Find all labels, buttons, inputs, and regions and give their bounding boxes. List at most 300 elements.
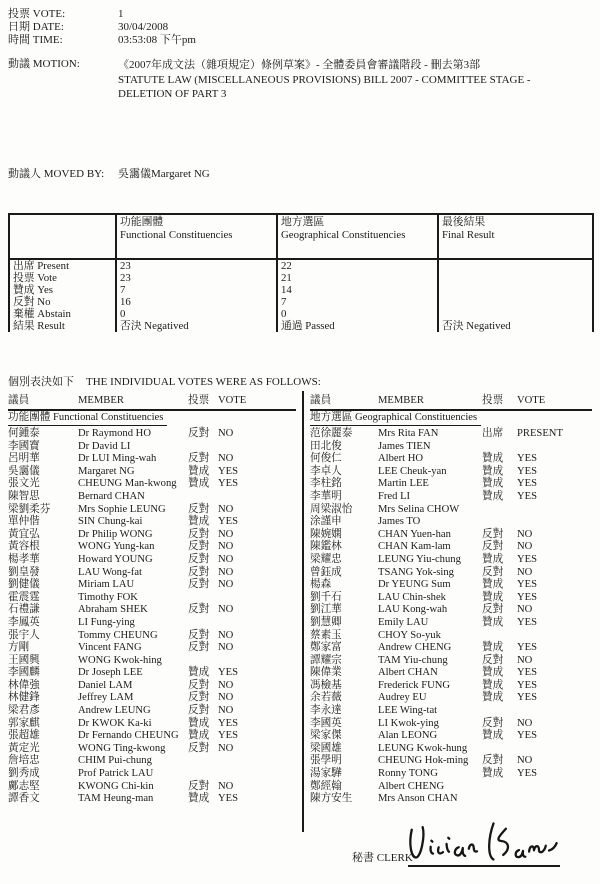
member-vote-en: YES xyxy=(517,478,538,490)
member-name-zh: 陳婉嫻 xyxy=(310,528,342,540)
votes-column-geographical xyxy=(310,394,592,806)
member-name-zh: 黃宜弘 xyxy=(8,528,40,540)
time-label: 時間 TIME: xyxy=(8,34,63,46)
member-name-en: TAM Yiu-chung xyxy=(378,654,448,666)
member-name-zh: 李華明 xyxy=(310,490,342,502)
member-name-zh: 李國麟 xyxy=(8,667,40,679)
member-name-en: Dr David LI xyxy=(78,440,131,452)
summary-table xyxy=(8,213,594,332)
member-row xyxy=(310,441,592,454)
member-row xyxy=(8,630,296,643)
member-vote-en: YES xyxy=(517,692,538,704)
member-row xyxy=(8,743,296,756)
member-name-zh: 李永達 xyxy=(310,705,342,717)
member-row xyxy=(8,755,296,768)
header-rule xyxy=(310,409,592,411)
member-name-en: Emily LAU xyxy=(378,616,429,628)
member-row xyxy=(310,604,592,617)
member-name-en: James TIEN xyxy=(378,440,431,452)
member-vote-en: YES xyxy=(517,579,538,591)
member-name-en: Dr KWOK Ka-ki xyxy=(78,717,152,729)
votes-header-row xyxy=(8,394,296,408)
member-row xyxy=(8,692,296,705)
member-vote-zh: 反對 xyxy=(482,566,504,578)
member-row xyxy=(8,441,296,454)
member-name-en: Miriam LAU xyxy=(78,579,135,591)
member-row xyxy=(310,554,592,567)
member-name-zh: 劉江華 xyxy=(310,604,342,616)
member-vote-en: YES xyxy=(218,516,239,528)
clerk-label: 秘書 CLERK xyxy=(352,852,413,864)
member-vote-zh: 反對 xyxy=(482,755,504,767)
member-vote-zh: 贊成 xyxy=(482,667,504,679)
member-vote-en: NO xyxy=(218,692,234,704)
summary-cell: 7 xyxy=(277,296,438,308)
motion-line-zh: 《2007年成文法（雜項規定）條例草案》- 全體委員會審議階段 - 刪去第3部 xyxy=(118,59,481,71)
vote-number-row xyxy=(8,8,196,21)
member-vote-zh: 反對 xyxy=(188,428,210,439)
summary-cell: 否決 Negatived xyxy=(438,320,593,332)
member-name-en: Andrew LEUNG xyxy=(78,705,151,717)
member-name-en: LEUNG Yiu-chung xyxy=(378,553,461,565)
member-vote-en: PRESENT xyxy=(517,428,563,439)
votes-list-geographical xyxy=(310,428,592,806)
member-name-en: CHAN Kam-lam xyxy=(378,541,451,553)
member-row xyxy=(310,793,592,806)
member-name-zh: 馮檢基 xyxy=(310,679,342,691)
summary-cell: 21 xyxy=(277,272,438,284)
member-name-en: Daniel LAM xyxy=(78,679,133,691)
member-name-zh: 鄭家富 xyxy=(310,642,342,654)
member-vote-en: YES xyxy=(517,591,538,603)
member-name-en: Dr LUI Ming-wah xyxy=(78,453,157,465)
member-row xyxy=(310,755,592,768)
member-row xyxy=(8,466,296,479)
member-vote-en: YES xyxy=(218,730,239,742)
member-row xyxy=(8,604,296,617)
member-row xyxy=(8,428,296,441)
motion-block xyxy=(8,58,583,102)
member-vote-zh: 贊成 xyxy=(482,453,504,465)
member-row xyxy=(8,730,296,743)
member-name-en: Ronny TONG xyxy=(378,768,438,780)
member-name-zh: 陳偉業 xyxy=(310,667,342,679)
member-vote-en: NO xyxy=(218,528,234,540)
vote-label: 投票 VOTE: xyxy=(8,8,66,20)
member-vote-zh: 反對 xyxy=(188,528,210,540)
summary-cell xyxy=(438,296,593,308)
member-name-en: Mrs Sophie LEUNG xyxy=(78,503,166,515)
member-name-en: LAU Chin-shek xyxy=(378,591,446,603)
member-row xyxy=(310,541,592,554)
member-name-zh: 霍震霆 xyxy=(8,591,40,603)
vote-value: 1 xyxy=(118,8,124,20)
member-row xyxy=(8,478,296,491)
member-row xyxy=(310,692,592,705)
member-name-en: LEE Wing-tat xyxy=(378,705,438,717)
member-name-en: Margaret NG xyxy=(78,465,135,477)
member-row xyxy=(8,705,296,718)
member-name-zh: 梁耀忠 xyxy=(310,553,342,565)
member-vote-en: NO xyxy=(218,742,234,754)
summary-cell: 14 xyxy=(277,284,438,296)
member-name-en: Andrew CHENG xyxy=(378,642,452,654)
member-name-zh: 鄭經翰 xyxy=(310,780,342,792)
member-row xyxy=(8,718,296,731)
member-vote-zh: 反對 xyxy=(188,604,210,616)
member-name-en: TAM Heung-man xyxy=(78,793,154,805)
member-name-en: LAU Kong-wah xyxy=(378,604,448,616)
member-vote-en: NO xyxy=(218,642,234,654)
member-name-en: Albert HO xyxy=(378,453,424,465)
date-row xyxy=(8,21,196,34)
summary-cell: 0 xyxy=(277,308,438,320)
member-vote-en: NO xyxy=(517,604,533,616)
member-vote-zh: 贊成 xyxy=(482,465,504,477)
time-value: 03:53:08 下午pm xyxy=(118,34,196,46)
member-vote-zh: 贊成 xyxy=(482,490,504,502)
member-name-zh: 湯家驊 xyxy=(310,768,342,780)
member-vote-en: YES xyxy=(517,768,538,780)
member-vote-zh: 贊成 xyxy=(482,768,504,780)
member-vote-en: YES xyxy=(517,616,538,628)
summary-row-label: 反對 No xyxy=(9,296,116,308)
member-row xyxy=(310,491,592,504)
summary-row xyxy=(9,308,593,320)
member-row xyxy=(8,667,296,680)
member-vote-en: YES xyxy=(218,793,239,805)
member-vote-zh: 反對 xyxy=(188,742,210,754)
member-vote-zh: 贊成 xyxy=(188,465,210,477)
member-name-en: LI Fung-ying xyxy=(78,616,135,628)
member-name-zh: 梁國雄 xyxy=(310,742,342,754)
member-vote-en: NO xyxy=(218,503,234,515)
summary-header-geographical-en: Geographical Constituencies xyxy=(281,229,406,241)
member-name-zh: 詹培忠 xyxy=(8,755,40,767)
member-name-zh: 鄺志堅 xyxy=(8,780,40,792)
member-col-header-zh: 議員 xyxy=(310,395,332,406)
member-name-zh: 陳智思 xyxy=(8,490,40,502)
member-vote-en: YES xyxy=(517,453,538,465)
member-row xyxy=(310,579,592,592)
member-name-zh: 楊森 xyxy=(310,579,332,591)
member-vote-en: NO xyxy=(218,453,234,465)
member-name-zh: 譚耀宗 xyxy=(310,654,342,666)
member-row xyxy=(310,466,592,479)
member-name-zh: 李國寶 xyxy=(8,440,40,452)
member-vote-zh: 贊成 xyxy=(482,616,504,628)
member-name-zh: 黃容根 xyxy=(8,541,40,553)
member-vote-zh: 反對 xyxy=(482,717,504,729)
member-name-en: KWONG Chi-kin xyxy=(78,780,154,792)
summary-row-label: 出席 Present xyxy=(9,259,116,272)
votes-column-functional xyxy=(8,394,296,806)
member-name-zh: 李國英 xyxy=(310,717,342,729)
member-vote-zh: 反對 xyxy=(482,528,504,540)
summary-cell: 23 xyxy=(116,259,277,272)
member-name-en: Dr Philip WONG xyxy=(78,528,153,540)
member-name-zh: 劉秀成 xyxy=(8,768,40,780)
summary-row xyxy=(9,284,593,296)
member-name-zh: 蔡素玉 xyxy=(310,629,342,641)
member-vote-zh: 贊成 xyxy=(188,478,210,490)
individual-heading-zh: 個別表決如下 xyxy=(8,376,74,388)
member-name-zh: 李卓人 xyxy=(310,465,342,477)
member-name-en: CHIM Pui-chung xyxy=(78,755,152,767)
member-vote-zh: 贊成 xyxy=(482,591,504,603)
member-vote-zh: 反對 xyxy=(482,541,504,553)
motion-label: 動議 MOTION: xyxy=(8,58,80,70)
member-name-en: Tommy CHEUNG xyxy=(78,629,158,641)
member-name-en: LEE Cheuk-yan xyxy=(378,465,447,477)
meta-block xyxy=(8,8,196,47)
member-row xyxy=(8,567,296,580)
member-vote-zh: 贊成 xyxy=(188,730,210,742)
member-vote-zh: 贊成 xyxy=(482,730,504,742)
member-name-zh: 張宇人 xyxy=(8,629,40,641)
member-name-en: Albert CHENG xyxy=(378,780,445,792)
summary-row-label: 贊成 Yes xyxy=(9,284,116,296)
summary-row-label: 投票 Vote xyxy=(9,272,116,284)
summary-cell: 23 xyxy=(116,272,277,284)
member-vote-zh: 反對 xyxy=(188,579,210,591)
member-name-zh: 梁家傑 xyxy=(310,730,342,742)
member-row xyxy=(310,768,592,781)
clerk-signature xyxy=(399,814,566,871)
member-row xyxy=(8,617,296,630)
member-name-zh: 何鍾泰 xyxy=(8,428,40,439)
member-row xyxy=(8,516,296,529)
votes-header-row xyxy=(310,394,592,408)
member-vote-en: NO xyxy=(218,428,234,439)
member-name-en: Audrey EU xyxy=(378,692,427,704)
member-vote-en: NO xyxy=(517,654,533,666)
member-name-zh: 涂謹申 xyxy=(310,516,342,528)
member-name-en: Albert CHAN xyxy=(378,667,438,679)
member-row xyxy=(310,567,592,580)
summary-row xyxy=(9,259,593,272)
member-vote-zh: 反對 xyxy=(188,453,210,465)
member-name-zh: 張文光 xyxy=(8,478,40,490)
member-vote-en: NO xyxy=(517,528,533,540)
member-row xyxy=(310,453,592,466)
member-vote-en: YES xyxy=(218,717,239,729)
member-name-en: Jeffrey LAM xyxy=(78,692,134,704)
member-row xyxy=(8,655,296,668)
summary-header-geographical-zh: 地方選區 xyxy=(281,216,325,228)
member-vote-en: YES xyxy=(517,553,538,565)
member-name-en: CHEUNG Hok-ming xyxy=(378,755,469,767)
summary-row-label: 棄權 Abstain xyxy=(9,308,116,320)
time-row xyxy=(8,34,196,47)
member-name-zh: 呂明華 xyxy=(8,453,40,465)
member-row xyxy=(310,642,592,655)
summary-header-functional-zh: 功能團體 xyxy=(120,216,164,228)
member-row xyxy=(310,730,592,743)
member-row xyxy=(310,743,592,756)
member-name-en: CHEUNG Man-kwong xyxy=(78,478,177,490)
member-row xyxy=(310,478,592,491)
member-col-header-en: MEMBER xyxy=(378,395,424,406)
member-vote-en: NO xyxy=(218,541,234,553)
member-name-en: Abraham SHEK xyxy=(78,604,148,616)
member-vote-en: NO xyxy=(517,566,533,578)
member-name-zh: 陳方安生 xyxy=(310,793,353,805)
member-vote-zh: 贊成 xyxy=(482,692,504,704)
member-row xyxy=(8,642,296,655)
moved-by-block xyxy=(8,168,210,181)
member-name-en: Martin LEE xyxy=(378,478,429,490)
member-name-zh: 余若薇 xyxy=(310,692,342,704)
member-vote-zh: 贊成 xyxy=(188,717,210,729)
member-vote-zh: 出席 xyxy=(482,428,504,439)
member-vote-zh: 反對 xyxy=(188,705,210,717)
member-vote-en: NO xyxy=(218,604,234,616)
member-name-zh: 楊孝華 xyxy=(8,553,40,565)
member-vote-en: YES xyxy=(517,465,538,477)
member-name-zh: 陳鑑林 xyxy=(310,541,342,553)
member-name-zh: 黃定光 xyxy=(8,742,40,754)
summary-cell: 22 xyxy=(277,259,438,272)
member-name-en: WONG Kwok-hing xyxy=(78,654,162,666)
summary-row-label: 結果 Result xyxy=(9,320,116,332)
member-name-zh: 劉千石 xyxy=(310,591,342,603)
moved-by-label: 動議人 MOVED BY: xyxy=(8,168,105,180)
summary-header-final-en: Final Result xyxy=(442,229,495,241)
member-row xyxy=(310,655,592,668)
moved-by-value: 吳靄儀Margaret NG xyxy=(118,168,210,180)
summary-cell xyxy=(438,308,593,320)
member-name-zh: 石禮謙 xyxy=(8,604,40,616)
member-vote-en: YES xyxy=(517,642,538,654)
member-vote-en: YES xyxy=(218,465,239,477)
summary-header-row xyxy=(9,214,593,259)
vote-col-header-en: VOTE xyxy=(517,395,546,406)
member-row xyxy=(8,453,296,466)
summary-cell: 否決 Negatived xyxy=(116,320,277,332)
member-name-zh: 李柱銘 xyxy=(310,478,342,490)
date-label: 日期 DATE: xyxy=(8,21,64,33)
member-vote-zh: 反對 xyxy=(188,780,210,792)
summary-cell xyxy=(438,272,593,284)
member-row xyxy=(8,541,296,554)
member-name-zh: 王國興 xyxy=(8,654,40,666)
member-row xyxy=(310,630,592,643)
member-vote-zh: 反對 xyxy=(482,604,504,616)
individual-heading-en: THE INDIVIDUAL VOTES WERE AS FOLLOWS: xyxy=(86,376,321,388)
member-name-en: Alan LEONG xyxy=(378,730,438,742)
member-name-zh: 張學明 xyxy=(310,755,342,767)
member-vote-zh: 贊成 xyxy=(482,679,504,691)
member-name-en: Prof Patrick LAU xyxy=(78,768,154,780)
member-name-zh: 方剛 xyxy=(8,642,30,654)
member-name-zh: 劉慧卿 xyxy=(310,616,342,628)
date-value: 30/04/2008 xyxy=(118,21,169,33)
member-row xyxy=(310,718,592,731)
member-vote-zh: 反對 xyxy=(188,679,210,691)
member-vote-zh: 贊成 xyxy=(482,478,504,490)
individual-votes-heading xyxy=(8,376,321,389)
member-name-en: Mrs Rita FAN xyxy=(378,428,439,439)
member-name-en: Bernard CHAN xyxy=(78,490,145,502)
summary-row xyxy=(9,272,593,284)
member-row xyxy=(8,554,296,567)
summary-cell xyxy=(438,259,593,272)
member-row xyxy=(8,579,296,592)
member-vote-en: NO xyxy=(218,566,234,578)
member-name-zh: 梁劉柔芬 xyxy=(8,503,51,515)
member-vote-en: NO xyxy=(517,755,533,767)
member-name-en: WONG Yung-kan xyxy=(78,541,155,553)
member-name-zh: 林健鋒 xyxy=(8,692,40,704)
member-name-en: TSANG Yok-sing xyxy=(378,566,454,578)
summary-row xyxy=(9,296,593,308)
member-name-zh: 郭家麒 xyxy=(8,717,40,729)
member-row xyxy=(310,529,592,542)
member-name-en: LI Kwok-ying xyxy=(378,717,439,729)
vote-col-header-en: VOTE xyxy=(218,395,247,406)
member-row xyxy=(310,504,592,517)
member-vote-en: NO xyxy=(218,679,234,691)
member-vote-zh: 反對 xyxy=(188,642,210,654)
member-row xyxy=(310,781,592,794)
summary-header-final xyxy=(438,214,593,259)
motion-text xyxy=(118,58,583,102)
member-col-header-en: MEMBER xyxy=(78,395,124,406)
member-name-zh: 范徐麗泰 xyxy=(310,428,353,439)
member-row xyxy=(8,793,296,806)
summary-header-functional-en: Functional Constituencies xyxy=(120,229,233,241)
member-vote-zh: 贊成 xyxy=(482,553,504,565)
member-row xyxy=(310,705,592,718)
section-title-functional: 功能團體 Functional Constituencies xyxy=(8,412,296,425)
motion-line-en-1: STATUTE LAW (MISCELLANEOUS PROVISIONS) BILL 2007 - COMMITTEE STAGE - xyxy=(118,73,531,86)
member-vote-en: NO xyxy=(517,717,533,729)
summary-cell: 通過 Passed xyxy=(277,320,438,332)
member-name-zh: 單仲偕 xyxy=(8,516,40,528)
member-name-en: Mrs Anson CHAN xyxy=(378,793,458,805)
member-name-zh: 曾鈺成 xyxy=(310,566,342,578)
member-name-zh: 田北俊 xyxy=(310,440,342,452)
member-row xyxy=(8,768,296,781)
member-name-en: WONG Ting-kwong xyxy=(78,742,166,754)
member-name-en: Dr Joseph LEE xyxy=(78,667,143,679)
member-name-en: Timothy FOK xyxy=(78,591,138,603)
member-name-en: Dr Raymond HO xyxy=(78,428,151,439)
motion-line-en-2: DELETION OF PART 3 xyxy=(118,88,227,100)
member-vote-zh: 反對 xyxy=(188,629,210,641)
summary-cell xyxy=(438,284,593,296)
member-name-zh: 李鳳英 xyxy=(8,616,40,628)
member-vote-en: YES xyxy=(218,667,239,679)
column-divider xyxy=(302,391,304,832)
header-rule xyxy=(8,409,296,411)
member-name-en: SIN Chung-kai xyxy=(78,516,143,528)
summary-cell: 0 xyxy=(116,308,277,320)
section-title-geographical: 地方選區 Geographical Constituencies xyxy=(310,412,592,425)
member-name-zh: 張超雄 xyxy=(8,730,40,742)
member-row xyxy=(310,516,592,529)
member-name-zh: 譚香文 xyxy=(8,793,40,805)
member-vote-en: NO xyxy=(218,629,234,641)
member-name-en: Dr Fernando CHEUNG xyxy=(78,730,179,742)
summary-header-final-zh: 最後結果 xyxy=(442,216,486,228)
member-vote-en: NO xyxy=(218,579,234,591)
member-name-zh: 林偉強 xyxy=(8,679,40,691)
member-name-en: LEUNG Kwok-hung xyxy=(378,742,468,754)
member-vote-en: YES xyxy=(517,679,538,691)
member-name-en: LAU Wong-fat xyxy=(78,566,142,578)
